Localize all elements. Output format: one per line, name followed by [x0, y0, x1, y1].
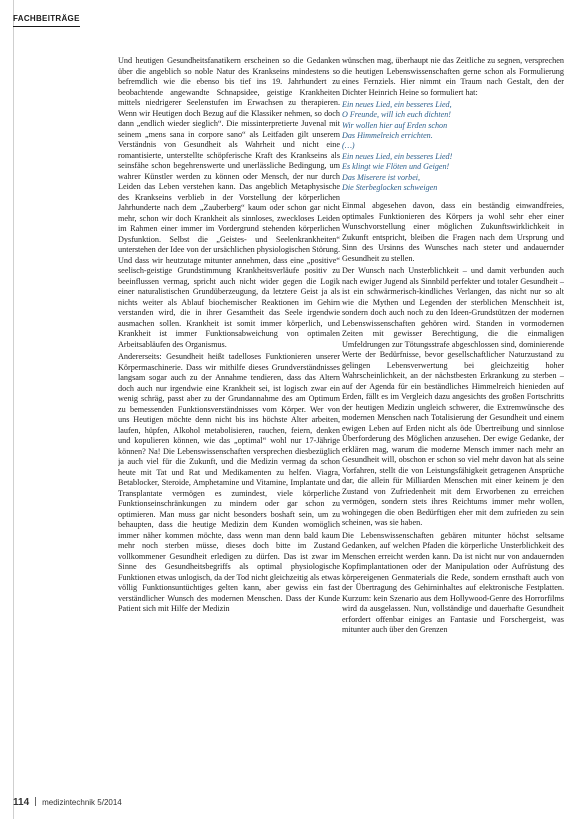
poem-line: Die Sterbeglocken schweigen [342, 182, 438, 192]
paragraph: Die Lebenswissenschaften gebären mitunter höchst seltsame Gedanken, auf welchen Pfaden die körperliche Unsterblichkeit des Menschen erreicht werden kann. Da ist nicht nur von andauernden Kopfimplantationen oder der Manipulation oder Aufrüstung des körpereigenen Genmaterials die Rede, sondern ernsthaft auch von der Übertragung des Gehirninhaltes auf elektronische Festplatten. Kurzum: kein Szenario aus dem Hollywood-Genre des Horrorfilms wird da ausgelassen. Nun, vollständige und dauerhafte Gesundheit erfordert offenbar einiges an Fantasie und Forschergeist, was mitunter auch über den Grenzen [342, 530, 564, 635]
footer-divider [35, 797, 36, 806]
poem-line: Wir wollen hier auf Erden schon [342, 120, 448, 130]
paragraph: Und heutigen Gesundheitsfanatikern erscheinen so die Gedanken über die angeblich so noble Natur des Krankseins mindestens so befremdlich wie die ebenso bis tief ins 19. Jahrhundert zu beobachtende angewandte Schnapsidee, geistige Krankheiten mittels niedrigerer Seelenstufen im Erwachsen zu therapieren. Wenn wir Heutigen doch Bezug auf die Klassiker nehmen, so doch dann „endlich wieder sieglich“. Die missinterpretierte Juvenal mit seinem „mens sana in corpore sano“ als Leitfaden gilt unserem Verständnis von Gesundheit als Wahrheit und nicht eine romantisierte, unterstellte schöpferische Kraft des Krankseins als seinsfähe schon begehrenswerte und unerlässliche Bedingung, um wahrer Künstler werden zu können oder Mensch, der nur durch Leiden das Leben verstehen kann. Das angeblich Metaphysische des Krankseins verblieb in der Vorstellung der körperlichen Jahrhunderte nach dem „Zauberberg“ kaum oder schon gar nicht mehr, schon wir doch Krankheit als sinnloses, zweckloses Leiden im Rahmen einer immer im Vordergrund stehenden körperlichen Dysfunktion. Selbst die „Geistes- und Seelenkrankheiten“ unterstehen der Idee von der ursächlichen physiologischen Störung. Und dass wir heutzutage mitunter annehmen, dass eine „positive“ seelisch-geistige Grundstimmung Krankheitsverläufe positiv zu beeinflussen vermag, spricht auch nicht wider gegen die Logik einer naturalistischen Grundüberzeugung, da letztere Geist ja als nichts weiter als Ablauf biochemischer Reaktionen im Gehirn verstanden wird, die in ihrer Gesamtheit das Seele irgendwie ausmachen sollen. Krankheit ist somit immer körperlich, und Krankheit ist immer Funktionsabweichung von optimalen Arbeitsabläufen des Organismus. [118, 56, 340, 349]
paragraph: Einmal abgesehen davon, dass ein beständig einwandfreies, optimales Funktionieren des Körpers ja wohl sehr eher einer Wunschvorstellung einer möglichen Zukunftswirklichkeit in Zukunft entspricht, bleiben die Fragen nach dem Ursprung und Sinn des Ursinns des Wunsches nach steter und andauernder Gesundheit zu stellen. [342, 201, 564, 263]
paragraph: Andererseits: Gesundheit heißt tadelloses Funktionieren unserer Körpermaschinerie. Dass wir mithilfe dieses Grundverständnisses langsam sogar auch zu der Annahme tendieren, dass das Altern doch auch nur irgendwie eine Krankheit sei, ist logisch zwar ein wenig schräg, passt aber zu der Grundannahme des am Optimum zu bemessenden Funktionsverständnisses vom Körper. Wer von uns Heutigen möchte denn nicht bis ins höchste Alter arbeiten, laufen, hüpfen, Alkohol metabolisieren, rauchen, feiern, denken und kopulieren können, wie das „optimal“ wohl nur 17-Jährige können? Na! Die Lebenswissenschaften versprechen diesbezüglich ja auch viel für die Zukunft, und die Medizin vermag da schon heute mit Tat und Rat und Medikamenten zu helfen. Viagra, Betablocker, Steroide, Amphetamine und Vitamine, Implantate und Transplantate vermögen es zumindest, viele körperliche Funktionseinschränkungen zu mindern oder gar schon zu optimieren. Man muss gar nicht besonders boshaft sein, um zu behaupten, dass die heutige Medizin dem Kunden womöglich immer näher kommen möchte, dass wenn man denn bald kaum mehr noch sterben müsse, dieses doch bitte im Zustand vollkommener Gesundheit erledigen zu dürfen. Das ist zwar im Sinne des Gesundheitsbegriffs als optimal physiologische Funktionen etwas unlogisch, da der Tod nicht gleichzeitig als etwas völlig Funktionsuntüchtiges gelten kann, aber gewiss ein fast verständlicher Wunsch des modernen Menschen. Dass der Kunde Patient sich mit Hilfe der Medizin [118, 352, 340, 613]
paragraph: wünschen mag, überhaupt nie das Zeitliche zu segnen, versprechen die heutigen Lebenswissenschaften gerne schon als Formulierung eines Fernziels. Hier nimmt ein Traum nach Gestalt, den der Dichter Heinrich Heine so formuliert hat: [342, 56, 564, 97]
poem-line: Ein neues Lied, ein besseres Lied, [342, 100, 452, 109]
margin-rule [13, 0, 14, 819]
publication-name: medizintechnik 5/2014 [42, 798, 122, 807]
article-column-left [118, 56, 340, 791]
page-footer [13, 796, 122, 808]
article-column-right [342, 56, 564, 791]
paragraph: Der Wunsch nach Unsterblichkeit – und damit verbunden auch nach ewiger Jugend als Sinnbild perfekter und totaler Gesundheit – ist ein schwärmerisch-kindliches Verlangen, das nicht nur so alt wie die Mythen und Legenden der sterblichen Menschheit ist, sondern doch auch noch zu den Ideen-Grundstützen der modernen Lebenswissenschaften gehören wird. Standen in vormodernen Zeiten mit gewisser Berechtigung, die die einmaligen Umfeldrungen zur Tötungsstrafe abgeschlossen sind, dominierende Werte der Bedürfnisse, bevor gesellschaftlicher Naturzustand zu gelingen Lebensverwertung bei gleichzeitig hoher Wahrscheinlichkeit, an der nächstbesten Erkrankung zu sterben – auf der Agenda für ein beständliches Himmelreich hienieden auf Erden, fällt es im Vergleich dazu angesichts des großen Fortschritts der heutigen Medizin ungleich schwerer, die Extremwünsche des modernen Menschen nach Totalisierung der Gesundheit und einem ewigen Leben auf Erden nicht als öde Übertreibung und sinnlose Überforderung des Möglichen anzusehen. Der ewige Gedanke, der erklären mag, warum die moderne Mensch immer nach mehr an Gesundheit will, obschon er schon so viel mehr davon hat als seine Vorfahren, stellt die von Leistungsfähigkeit getragenen Ansprüche dar, die allein für Milliarden Menschen mit einer keinem je den Zustand von Zufriedenheit mit dem Erworbenen zu erreichen vermögen, sondern stets ihres Reichtums immer mehr wollen, wohingegen die oben Bedürftigen eher mit dem zufrieden zu sein scheinen, was sie haben. [342, 266, 564, 528]
poem-quote [342, 100, 564, 193]
page-number: 114 [13, 797, 30, 808]
section-tag: FACHBEITRÄGE [13, 14, 80, 23]
poem-line: Ein neues Lied, ein besseres Lied! [342, 151, 453, 161]
poem-line: Das Miserere ist vorbei, [342, 172, 421, 182]
poem-line: (…) [342, 141, 355, 151]
poem-line: Es klingt wie Flöten und Geigen! [342, 162, 450, 172]
poem-line: Das Himmelreich errichten. [342, 131, 433, 141]
poem-line: O Freunde, will ich euch dichten! [342, 110, 451, 120]
